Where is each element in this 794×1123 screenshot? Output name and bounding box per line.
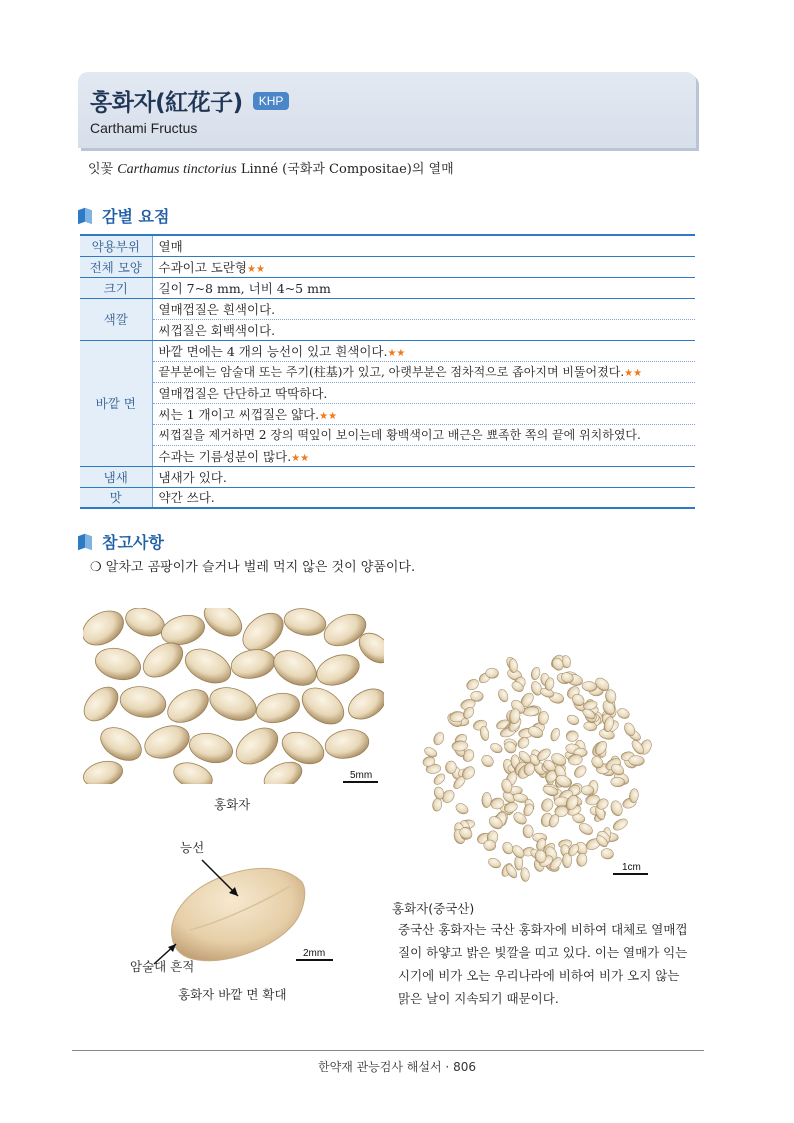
seed [566,731,578,742]
page-title: 홍화자(紅花子) [90,90,243,116]
seed [572,763,588,779]
seed [497,688,510,703]
seed [549,727,561,742]
table-row: 바깥 면 바깥 면에는 4 개의 능선이 있고 흰색이다.★★ [80,340,695,361]
table-row: 씨껍질은 회백색이다. [80,319,695,340]
seed [423,745,439,759]
species-name: Carthamus tinctorius [117,162,237,177]
book-title: 한약재 관능검사 해설서 [318,1060,442,1074]
star-mark: ★★ [624,368,643,379]
seed [616,707,631,721]
label-ridge: 능선 [180,840,205,855]
page-number: 806 [453,1060,476,1074]
seed [479,753,495,769]
scale-bar-2mm [296,959,333,961]
seed [530,666,541,680]
latin-name: Carthami Fructus [90,120,198,136]
table-row: 약용부위 열매 [80,235,695,256]
scale-label-5mm: 5mm [350,770,373,781]
seed [577,821,594,837]
seed [523,825,534,838]
seed [520,867,530,881]
table-row: 수과는 기름성분이 많다.★★ [80,445,695,466]
table-row: 맛 약간 쓰다. [80,487,695,508]
identification-heading: 감별 요점 [78,204,169,227]
seed-closeup-photo [83,608,384,784]
chinese-seed-pile-photo [415,646,665,896]
table-row: 씨껍질을 제거하면 2 장의 떡잎이 보이는데 황백색이고 배근은 뾰족한 쪽의 끝에 위치하였다. [80,424,695,445]
table-row: 씨는 1 개이고 씨껍질은 얇다.★★ [80,403,695,424]
seed [609,799,624,817]
table-row: 끝부분에는 암술대 또는 주기(柱基)가 있고, 아랫부분은 점차적으로 좁아지며 비뚤어졌다.★★ [80,361,695,382]
origin-line: 잇꽃 Carthamus tinctorius Linné (국화과 Compositae)의 열매 [88,162,454,177]
book-icon [78,209,92,223]
figure-caption-seeds: 홍화자 [214,797,251,812]
star-mark: ★★ [291,452,310,464]
seed [487,856,502,870]
seed [432,798,443,812]
monograph-header [78,72,696,148]
seed-heap-illustration [415,646,665,896]
seed [600,847,614,860]
khp-badge: KHP [253,92,290,110]
seed [432,731,446,747]
reference-heading: 참고사항 [78,530,164,553]
seed [611,816,629,832]
seed [465,677,481,692]
scale-bar-5mm [343,781,378,783]
chinese-seed-description: 중국산 홍화자는 국산 홍화자에 비하여 대체로 열매껍질이 하얗고 밝은 빛깔을 띠고 있다. 이는 열매가 익는 시기에 비가 오는 우리나라에 비하여 비가 오지 않는 맑은 날이 지속되기 때문이다. [398,922,688,1006]
seed [482,792,492,808]
reference-note: ❍ 알차고 곰팡이가 슬거나 벌레 먹지 않은 것이 양품이다. [90,560,416,575]
table-row: 전체 모양 수과이고 도란형★★ [80,256,695,277]
star-mark: ★★ [387,347,406,359]
footer-divider [72,1050,704,1051]
table-row: 냄새 냄새가 있다. [80,466,695,487]
label-style-trace: 암술대 흔적 [130,959,195,974]
scale-label-2mm: 2mm [303,948,326,959]
seed-pile-illustration [83,608,384,784]
seed [454,801,470,816]
scale-label-1cm: 1cm [622,862,641,873]
identification-table [80,234,695,509]
table-row: 열매껍질은 단단하고 딱딱하다. [80,382,695,403]
page-footer: 한약재 관능검사 해설서 · 806 [318,1060,476,1074]
seed [576,853,588,867]
figure-caption-enlarged: 홍화자 바깥 면 확대 [178,987,287,1002]
star-mark: ★★ [247,263,265,275]
star-mark: ★★ [319,410,338,422]
seed [432,772,447,787]
table-row: 크기 길이 7~8 mm, 너비 4~5 mm [80,277,695,298]
figure-caption-chinese: 홍화자(중국산) [392,901,475,916]
seed [489,742,504,755]
seed [581,785,594,795]
seed [451,740,468,752]
seed [539,797,555,814]
table-row: 색깔 열매껍질은 흰색이다. [80,298,695,319]
seed [566,713,581,726]
scale-bar-1cm [613,873,648,875]
book-icon [78,535,92,549]
